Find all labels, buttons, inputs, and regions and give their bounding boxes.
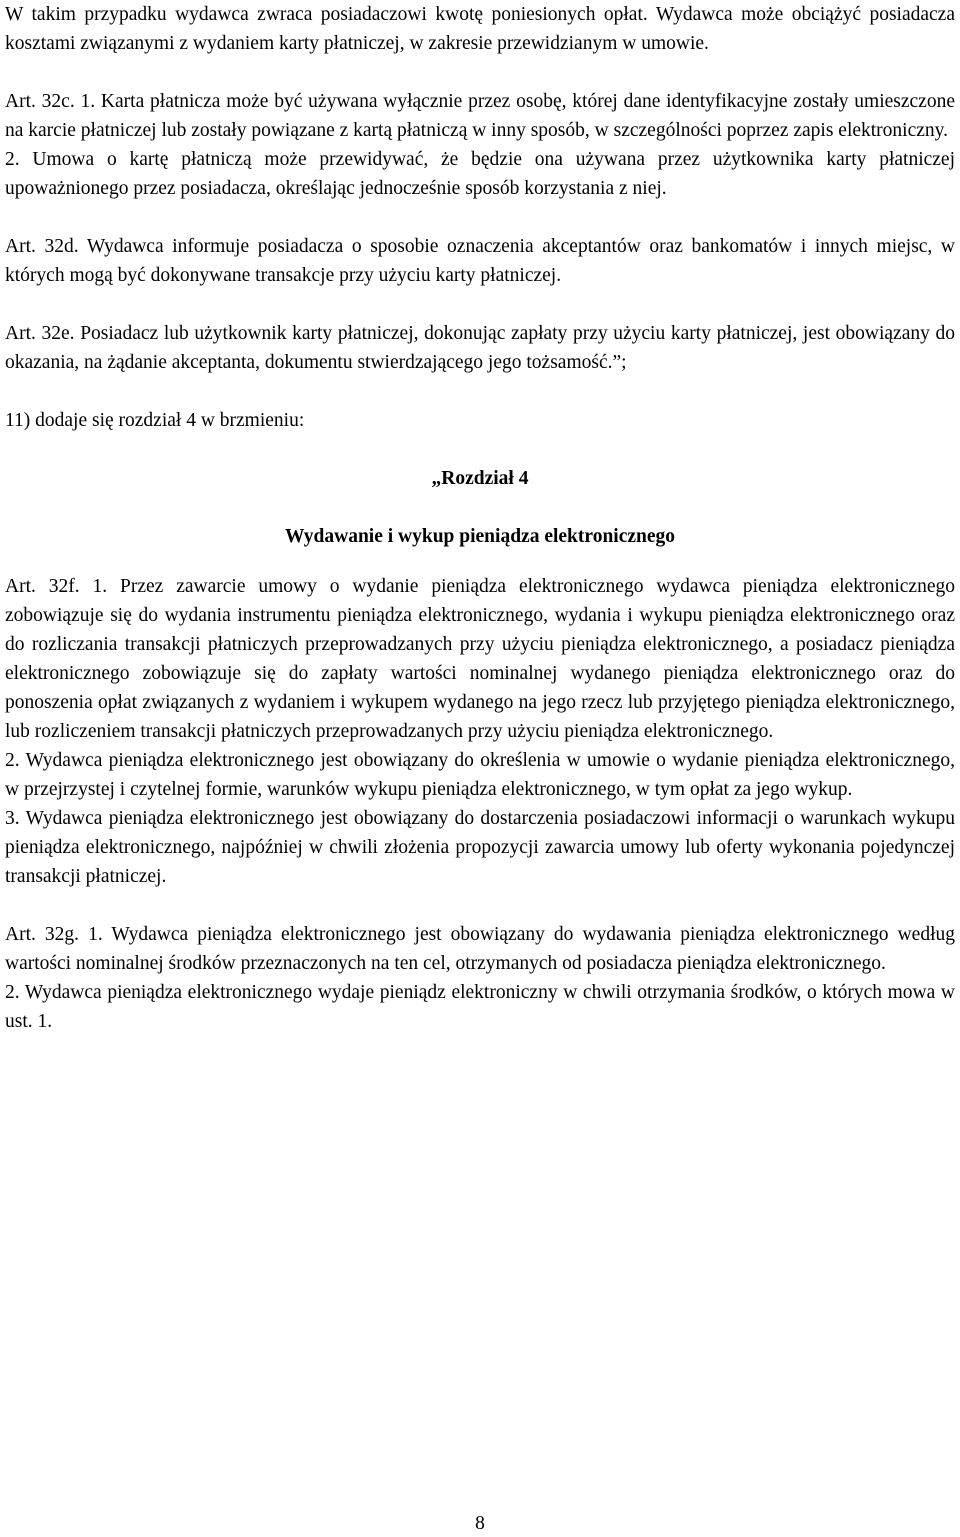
paragraph-art-32c-2: 2. Umowa o kartę płatniczą może przewidywać, że będzie ona używana przez użytkownika karty płatniczej upoważnionego przez posiadacza, określając jednocześnie sposób korzystania z niej.	[5, 149, 955, 199]
document-page	[5, 0, 955, 1036]
paragraph-amendment-11: 11) dodaje się rozdział 4 w brzmieniu:	[5, 410, 305, 431]
spacer	[5, 58, 955, 87]
spacer	[5, 435, 955, 464]
chapter-subtitle: Wydawanie i wykup pieniądza elektronicznego	[284, 526, 676, 547]
chapter-title: „Rozdział 4	[431, 468, 529, 489]
paragraph-art-32g-1: Art. 32g. 1. Wydawca pieniądza elektronicznego jest obowiązany do wydawania pieniądza elektronicznego według wartości nominalnej środków przeznaczonych na ten cel, otrzymanych od posiadacza pieniądza elektronicznego.	[5, 924, 955, 974]
page-number: 8	[475, 1513, 485, 1534]
spacer	[5, 493, 955, 522]
paragraph-fee-return: W takim przypadku wydawca zwraca posiadaczowi kwotę poniesionych opłat. Wydawca może obciążyć posiadacza kosztami związanymi z wydaniem karty płatniczej, w zakresie przewidzianym w umowie.	[5, 4, 955, 54]
paragraph-art-32f-1: Art. 32f. 1. Przez zawarcie umowy o wydanie pieniądza elektronicznego wydawca pieniądza elektronicznego zobowiązuje się do wydania instrumentu pieniądza elektronicznego, wydania i wykupu pieniądza elektronicznego oraz do rozliczania transakcji płatniczych przeprowadzanych przy użyciu pieniądza elektronicznego, a posiadacz pieniądza elektronicznego zobowiązuje się do zapłaty wartości nominalnej wydanego pieniądza elektronicznego oraz do ponoszenia opłat związanych z wydaniem i wykupem wydanego na jego rzecz lub przyjętego pieniądza elektronicznego, lub rozliczeniem transakcji płatniczych przeprowadzanych przy użyciu pieniądza elektronicznego.	[5, 576, 955, 742]
paragraph-art-32f-3: 3. Wydawca pieniądza elektronicznego jest obowiązany do dostarczenia posiadaczowi informacji o warunkach wykupu pieniądza elektronicznego, najpóźniej w chwili złożenia propozycji zawarcia umowy lub oferty wykonania pojedynczej transakcji płatniczej.	[5, 808, 955, 887]
spacer	[5, 203, 955, 232]
spacer	[5, 290, 955, 319]
paragraph-art-32g-2: 2. Wydawca pieniądza elektronicznego wydaje pieniądz elektroniczny w chwili otrzymania środków, o których mowa w ust. 1.	[5, 982, 955, 1032]
spacer	[5, 551, 955, 572]
paragraph-art-32c-1: Art. 32c. 1. Karta płatnicza może być używana wyłącznie przez osobę, której dane identyfikacyjne zostały umieszczone na karcie płatniczej lub zostały powiązane z kartą płatniczą w inny sposób, w szczególności poprzez zapis elektroniczny.	[5, 91, 955, 141]
paragraph-art-32f-2: 2. Wydawca pieniądza elektronicznego jest obowiązany do określenia w umowie o wydanie pieniądza elektronicznego, w przejrzystej i czytelnej formie, warunków wykupu pieniądza elektronicznego, w tym opłat za jego wykup.	[5, 750, 955, 800]
paragraph-art-32e: Art. 32e. Posiadacz lub użytkownik karty płatniczej, dokonując zapłaty przy użyciu karty płatniczej, jest obowiązany do okazania, na żądanie akceptanta, dokumentu stwierdzającego jego tożsamość.”;	[5, 323, 955, 373]
spacer	[5, 891, 955, 920]
paragraph-art-32d: Art. 32d. Wydawca informuje posiadacza o sposobie oznaczenia akceptantów oraz bankomatów i innych miejsc, w których mogą być dokonywane transakcje przy użyciu karty płatniczej.	[5, 236, 955, 286]
spacer	[5, 377, 955, 406]
